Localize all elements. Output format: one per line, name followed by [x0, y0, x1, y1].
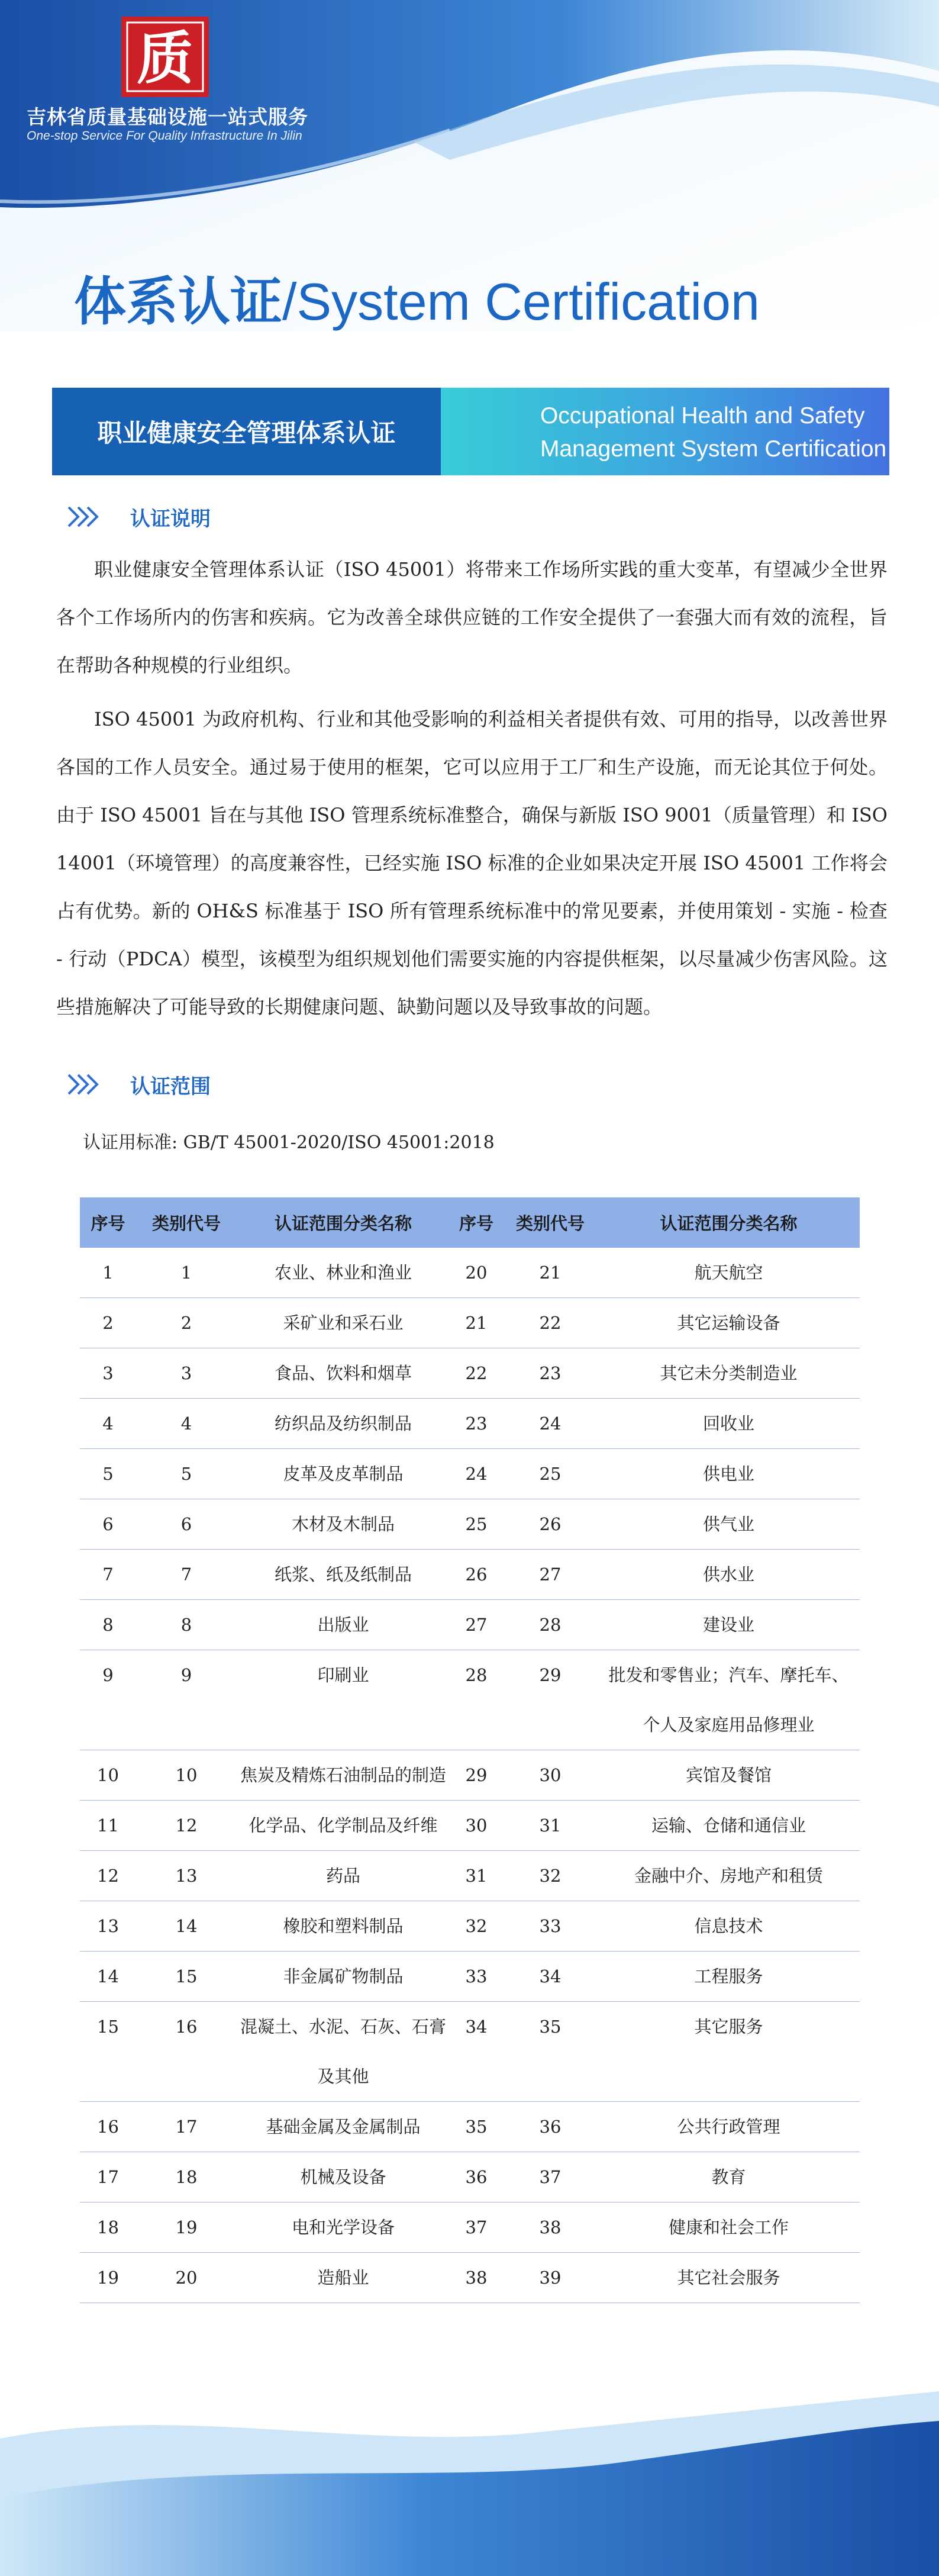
table-cell: 出版业 — [237, 1600, 450, 1650]
table-cell: 皮革及皮革制品 — [237, 1449, 450, 1499]
table-cell: 机械及设备 — [237, 2152, 450, 2203]
table-cell: 6 — [136, 1499, 237, 1550]
table-cell: 39 — [503, 2253, 598, 2303]
table-cell: 25 — [503, 1449, 598, 1499]
table-cell: 29 — [450, 1750, 503, 1801]
table-cell: 5 — [80, 1449, 136, 1499]
table-cell: 7 — [80, 1550, 136, 1600]
table-cell: 21 — [450, 1298, 503, 1348]
table-cell: 食品、饮料和烟草 — [237, 1348, 450, 1399]
table-cell: 34 — [450, 2002, 503, 2102]
page-title-en: /System Certification — [282, 272, 760, 331]
table-cell: 16 — [136, 2002, 237, 2102]
table-cell: 19 — [136, 2203, 237, 2253]
table-cell: 20 — [136, 2253, 237, 2303]
banner-title-en — [441, 388, 889, 475]
table-cell: 6 — [80, 1499, 136, 1550]
table-row — [80, 1952, 860, 2002]
table-cell: 15 — [136, 1952, 237, 2002]
table-cell: 27 — [450, 1600, 503, 1650]
table-row — [80, 1600, 860, 1650]
banner-title-cn: 职业健康安全管理体系认证 — [52, 388, 441, 475]
table-header-row — [80, 1197, 860, 1248]
table-cell: 焦炭及精炼石油制品的制造 — [237, 1750, 450, 1801]
banner-title-en-line2: Management System Certification — [540, 436, 887, 462]
table-cell: 19 — [80, 2253, 136, 2303]
table-cell: 9 — [80, 1650, 136, 1750]
table-cell: 35 — [450, 2102, 503, 2152]
table-header-cell: 类别代号 — [503, 1197, 598, 1248]
table-cell: 8 — [136, 1600, 237, 1650]
table-row — [80, 2152, 860, 2203]
logo-glyph: 质 — [137, 25, 193, 92]
table-cell: 9 — [136, 1650, 237, 1750]
table-cell: 1 — [80, 1248, 136, 1298]
table-cell: 农业、林业和渔业 — [237, 1248, 450, 1298]
table-cell: 公共行政管理 — [598, 2102, 860, 2152]
table-cell: 17 — [80, 2152, 136, 2203]
table-row — [80, 1298, 860, 1348]
table-cell: 11 — [80, 1801, 136, 1851]
table-cell: 30 — [503, 1750, 598, 1801]
table-cell: 28 — [450, 1650, 503, 1750]
table-cell: 15 — [80, 2002, 136, 2102]
table-cell: 3 — [136, 1348, 237, 1399]
double-chevron-icon — [66, 505, 101, 529]
table-cell: 其它运输设备 — [598, 1298, 860, 1348]
table-row — [80, 1901, 860, 1952]
table-cell: 20 — [450, 1248, 503, 1298]
table-cell: 5 — [136, 1449, 237, 1499]
table-cell: 印刷业 — [237, 1650, 450, 1750]
table-cell: 供电业 — [598, 1449, 860, 1499]
table-cell: 药品 — [237, 1851, 450, 1901]
table-cell: 24 — [450, 1449, 503, 1499]
table-cell: 21 — [503, 1248, 598, 1298]
table-cell: 供水业 — [598, 1550, 860, 1600]
table-cell: 34 — [503, 1952, 598, 2002]
table-row — [80, 1550, 860, 1600]
table-cell: 航天航空 — [598, 1248, 860, 1298]
table-cell: 非金属矿物制品 — [237, 1952, 450, 2002]
table-cell: 17 — [136, 2102, 237, 2152]
table-row — [80, 2253, 860, 2303]
table-cell: 2 — [136, 1298, 237, 1348]
table-cell: 8 — [80, 1600, 136, 1650]
table-cell: 木材及木制品 — [237, 1499, 450, 1550]
table-cell: 18 — [136, 2152, 237, 2203]
logo-emblem-icon — [121, 17, 209, 97]
table-cell: 混凝土、水泥、石灰、石膏及其他 — [237, 2002, 450, 2102]
table-cell: 造船业 — [237, 2253, 450, 2303]
page-title — [74, 260, 760, 335]
table-row — [80, 2002, 860, 2102]
table-cell: 12 — [80, 1851, 136, 1901]
table-row — [80, 1851, 860, 1901]
table-cell: 33 — [450, 1952, 503, 2002]
table-cell: 其它服务 — [598, 2002, 860, 2102]
table-cell: 供气业 — [598, 1499, 860, 1550]
org-name: 吉林省质量基础设施一站式服务 — [27, 105, 308, 128]
table-cell: 31 — [503, 1801, 598, 1851]
table-cell: 健康和社会工作 — [598, 2203, 860, 2253]
table-cell: 10 — [136, 1750, 237, 1801]
table-row — [80, 1499, 860, 1550]
table-cell: 31 — [450, 1851, 503, 1901]
table-cell: 10 — [80, 1750, 136, 1801]
section-title-scope: 认证范围 — [130, 1074, 211, 1099]
footer-background — [0, 2368, 939, 2576]
table-cell: 37 — [503, 2152, 598, 2203]
table-cell: 36 — [503, 2102, 598, 2152]
banner-title-en-line1: Occupational Health and Safety — [540, 403, 865, 429]
table-cell: 13 — [80, 1901, 136, 1952]
table-cell: 纺织品及纺织制品 — [237, 1399, 450, 1449]
table-row — [80, 1399, 860, 1449]
table-row — [80, 1348, 860, 1399]
table-cell: 38 — [450, 2253, 503, 2303]
table-cell: 33 — [503, 1901, 598, 1952]
table-cell: 7 — [136, 1550, 237, 1600]
paragraph-1: 职业健康安全管理体系认证（ISO 45001）将带来工作场所实践的重大变革，有望减少全世界各个工作场所内的伤害和疾病。它为改善全球供应链的工作安全提供了一套强大而有效的流程，旨在帮助各种规模的行业组织。 — [56, 558, 888, 677]
table-cell: 28 — [503, 1600, 598, 1650]
section-head-description — [66, 502, 211, 532]
table-cell: 26 — [503, 1499, 598, 1550]
table-row — [80, 2203, 860, 2253]
table-cell: 14 — [136, 1901, 237, 1952]
table-cell: 38 — [503, 2203, 598, 2253]
table-cell: 教育 — [598, 2152, 860, 2203]
table-cell: 2 — [80, 1298, 136, 1348]
table-cell: 25 — [450, 1499, 503, 1550]
table-row — [80, 2102, 860, 2152]
table-cell: 22 — [450, 1348, 503, 1399]
table-cell: 13 — [136, 1851, 237, 1901]
table-header-cell: 认证范围分类名称 — [598, 1197, 860, 1248]
table-cell: 16 — [80, 2102, 136, 2152]
table-cell: 橡胶和塑料制品 — [237, 1901, 450, 1952]
table-cell: 26 — [450, 1550, 503, 1600]
table-cell: 12 — [136, 1801, 237, 1851]
table-cell: 14 — [80, 1952, 136, 2002]
paragraph-2: ISO 45001 为政府机构、行业和其他受影响的利益相关者提供有效、可用的指导，以改善世界各国的工作人员安全。通过易于使用的框架，它可以应用于工厂和生产设施，而无论其位于何处。由于 ISO 45001 旨在与其他 ISO 管理系统标准整合，确保与新版 ISO 9001（质量管理）和 ISO 14001（环境管理）的高度兼容性，已经实施 ISO 标准的企业如果决定开展 ISO 45001 工作将会占有优势。新的 OH&S 标准基于 ISO 所有管理系统标准中的常见要素，并使用策划 - 实施 - 检查 - 行动（PDCA）模型，该模型为组织规划他们需要实施的内容提供框架，以尽量减少伤害风险。这些措施解决了可能导致的长期健康问题、缺勤问题以及导致事故的问题。 — [56, 708, 888, 1018]
table-cell: 金融中介、房地产和租赁 — [598, 1851, 860, 1901]
section-head-scope — [66, 1070, 211, 1099]
table-cell: 32 — [450, 1901, 503, 1952]
table-row — [80, 1248, 860, 1298]
table-cell: 1 — [136, 1248, 237, 1298]
logo — [121, 17, 209, 97]
table-cell: 其它未分类制造业 — [598, 1348, 860, 1399]
table-cell: 37 — [450, 2203, 503, 2253]
table-cell: 信息技术 — [598, 1901, 860, 1952]
table-body — [80, 1248, 860, 2303]
table-cell: 35 — [503, 2002, 598, 2102]
table-cell: 27 — [503, 1550, 598, 1600]
table-cell: 回收业 — [598, 1399, 860, 1449]
table-cell: 化学品、化学制品及纤维 — [237, 1801, 450, 1851]
table-cell: 批发和零售业；汽车、摩托车、个人及家庭用品修理业 — [598, 1650, 860, 1750]
table-cell: 其它社会服务 — [598, 2253, 860, 2303]
table-cell: 运输、仓储和通信业 — [598, 1801, 860, 1851]
table-cell: 采矿业和采石业 — [237, 1298, 450, 1348]
table-cell: 36 — [450, 2152, 503, 2203]
table-cell: 23 — [503, 1348, 598, 1399]
certification-banner — [52, 388, 889, 475]
table-header-cell: 序号 — [80, 1197, 136, 1248]
table-cell: 30 — [450, 1801, 503, 1851]
table-cell: 宾馆及餐馆 — [598, 1750, 860, 1801]
page-title-cn: 体系认证 — [74, 271, 283, 332]
table-cell: 电和光学设备 — [237, 2203, 450, 2253]
table-cell: 3 — [80, 1348, 136, 1399]
table-cell: 4 — [136, 1399, 237, 1449]
table-cell: 建设业 — [598, 1600, 860, 1650]
double-chevron-icon — [66, 1073, 101, 1096]
table-header-cell: 认证范围分类名称 — [237, 1197, 450, 1248]
org-name-en: One-stop Service For Quality Infrastructure In Jilin — [27, 129, 302, 143]
table-header-cell: 序号 — [450, 1197, 503, 1248]
table-cell: 23 — [450, 1399, 503, 1449]
section-title-description: 认证说明 — [130, 507, 211, 531]
table-cell: 纸浆、纸及纸制品 — [237, 1550, 450, 1600]
table-cell: 22 — [503, 1298, 598, 1348]
table-cell: 18 — [80, 2203, 136, 2253]
table-cell: 基础金属及金属制品 — [237, 2102, 450, 2152]
table-header-cell: 类别代号 — [136, 1197, 237, 1248]
certification-standard: 认证用标准: GB/T 45001-2020/ISO 45001:2018 — [83, 1132, 495, 1153]
table-row — [80, 1750, 860, 1801]
table-cell: 32 — [503, 1851, 598, 1901]
table-row — [80, 1449, 860, 1499]
table-cell: 工程服务 — [598, 1952, 860, 2002]
table-cell: 4 — [80, 1399, 136, 1449]
table-row — [80, 1650, 860, 1750]
table-cell: 29 — [503, 1650, 598, 1750]
scope-table — [80, 1197, 860, 2303]
table-cell: 24 — [503, 1399, 598, 1449]
table-row — [80, 1801, 860, 1851]
